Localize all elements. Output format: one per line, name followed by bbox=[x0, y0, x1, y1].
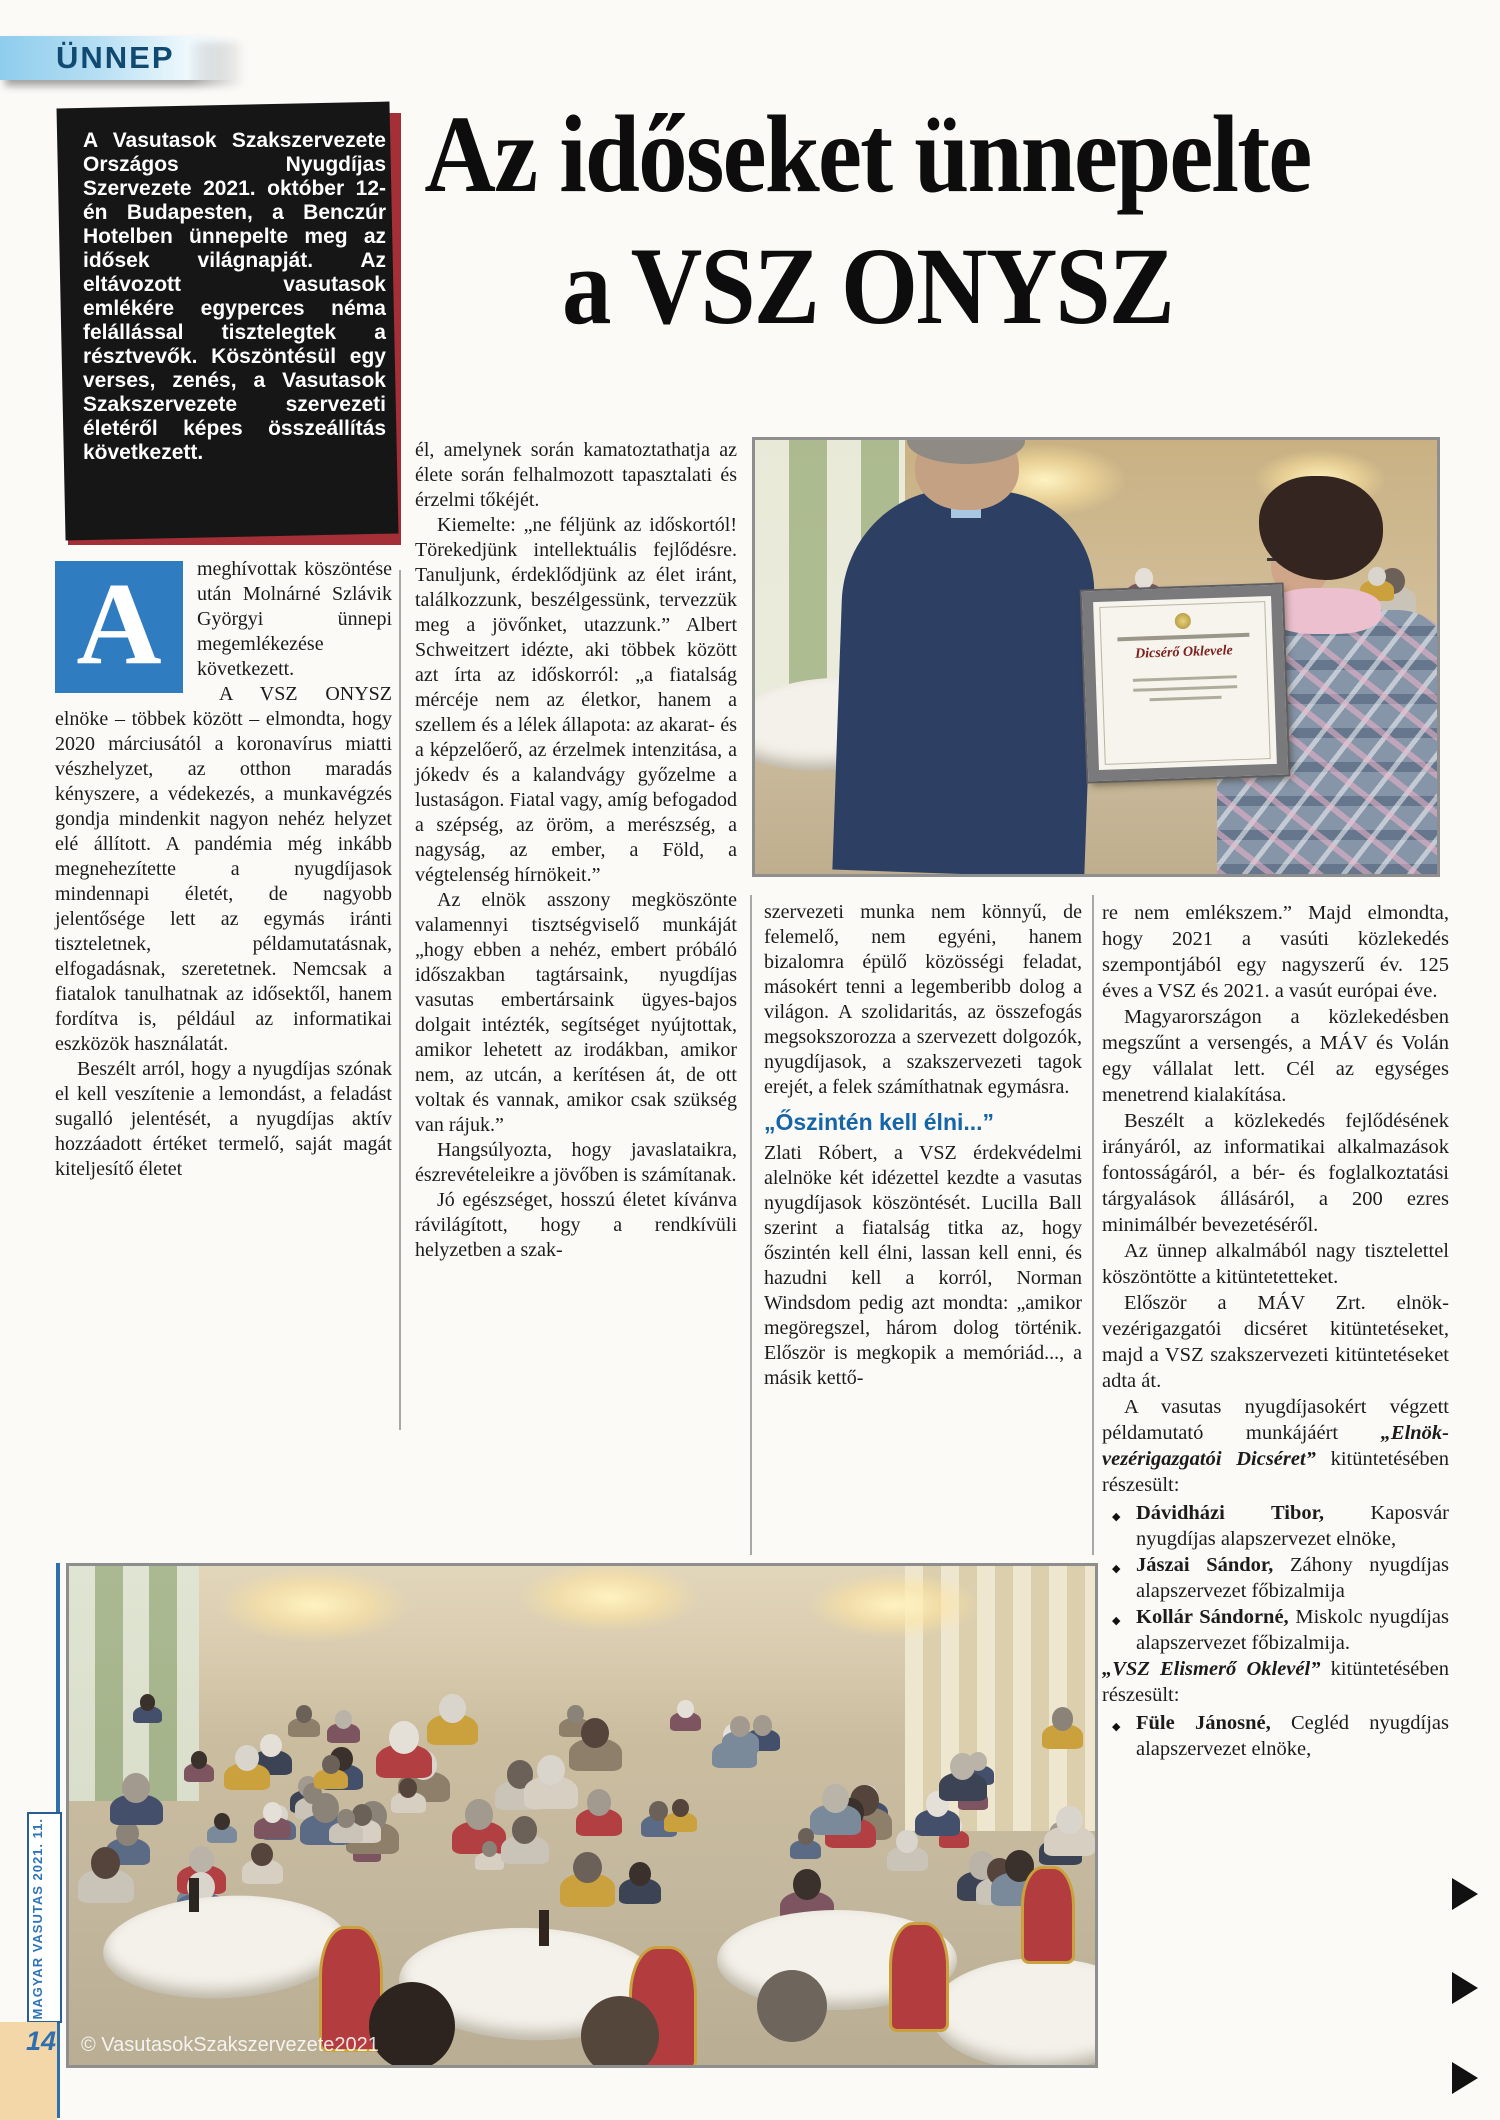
crowd-head bbox=[260, 1734, 282, 1757]
crowd-head bbox=[677, 1700, 693, 1718]
paragraph-text: meghívottak köszöntése után Molnárné Szlávik Györgyi ünnepi megemlékezése következett. bbox=[197, 558, 392, 680]
article-title bbox=[343, 88, 1392, 352]
recipient-name: Füle Jánosné, bbox=[1136, 1712, 1271, 1734]
paragraph: A VSZ ONYSZ elnöke – többek között – elmondta, hogy 2020 márciusától a koronavírus miatti vészhelyzet, az otthon maradás kényszere, a védekezés, a munkavégzés gondja mindenkit nagyon nehéz helyzet elé állított. A pandémia még inkább megnehezítette a nyugdíjasok mindennapi életét, de nagyobb jelentősége lett az egymás iránti tiszteletnek, példamutatásnak, elfogadásnak, szeretetnek. Nemcsak a fiatalok tanulhatnak az idősektől, hanem fordítva is, például az informatikai eszközök használatát. bbox=[55, 683, 392, 1055]
paragraph: Jó egészséget, hosszú életet kívánva rávilágított, hogy a rendkívüli helyzetben a szak- bbox=[415, 1189, 737, 1261]
certificate-text-line bbox=[1149, 696, 1221, 702]
paragraph: Beszélt arról, hogy a nyugdíjas szónak el kell veszítenie a lemondást, a feladást sugalló jelentését, a nyugdíjas aktív hozzáadott értéket termelő, saját magát kiteljesítő életet bbox=[55, 1058, 392, 1180]
crowd-head bbox=[235, 1745, 259, 1771]
pink-collar bbox=[1269, 588, 1381, 634]
award-recipient bbox=[1112, 1500, 1449, 1552]
award-recipient bbox=[1112, 1604, 1449, 1656]
award-name: „Elnök-vezérigazgatói Dicséret” bbox=[1102, 1422, 1449, 1470]
wine-bottle-icon bbox=[189, 1878, 199, 1912]
man-suit bbox=[832, 486, 1097, 877]
certificate-text-line bbox=[1133, 685, 1238, 692]
crowd-head bbox=[399, 1778, 417, 1798]
bullet-icon: ◆ bbox=[1112, 1563, 1121, 1575]
crowd-head bbox=[896, 1830, 918, 1853]
award-recipient bbox=[1112, 1552, 1449, 1604]
bullet-icon: ◆ bbox=[1112, 1511, 1121, 1523]
crowd-head bbox=[1052, 1707, 1074, 1730]
continuation-arrow-icon bbox=[1452, 1972, 1478, 2004]
award-outro: kitüntetésében részesült: bbox=[1102, 1448, 1450, 1496]
column-rule-2 bbox=[750, 895, 752, 1555]
award-paragraph bbox=[1102, 1656, 1449, 1708]
column-rule-1 bbox=[399, 570, 401, 1430]
paragraph: re nem emlékszem.” Majd elmondta, hogy 2021 a vasúti közlekedés szempontjából egy nagyszerű év. 125 éves a VSZ és 2021. a vasút európai éve. bbox=[1102, 902, 1449, 1002]
paragraph: Az elnök asszony megköszönte valamennyi tisztségviselő munkáját „hogy ebben a nehéz, embert próbáló időszakban tagtársaink, nyugdíjas vasutas embertársaink ügyes-bajos dolgait intézték, segítséget nyújtottak, amikor lehetett az irodákban, amikor nem, az utcán, a kerítésen át, de ott voltak és vannak, amikor csak szükség van rájuk.” bbox=[415, 889, 737, 1136]
section-banner bbox=[0, 36, 240, 80]
crowd-head bbox=[537, 1755, 565, 1786]
crowd-head bbox=[822, 1784, 849, 1813]
certificate-mat bbox=[1099, 601, 1270, 765]
paragraph: Beszélt a közlekedés fejlődésének irányáról, az informatikai alkalmazások fontosságáról, a bér- és foglalkoztatási tárgyalások állásáról, a 200 ezres minimálbér bevezetéséről. bbox=[1102, 1110, 1449, 1236]
crowd-head bbox=[753, 1715, 772, 1735]
bullet-icon: ◆ bbox=[1112, 1721, 1121, 1733]
body-column-2 bbox=[415, 438, 737, 1263]
body-column-4 bbox=[1102, 900, 1449, 1762]
body-column-1 bbox=[55, 557, 392, 1182]
crowd-head bbox=[439, 1694, 466, 1723]
wine-bottle-icon bbox=[539, 1910, 549, 1946]
award-recipient-list-1 bbox=[1102, 1500, 1449, 1656]
paragraph: él, amelynek során kamatoztathatja az élete során felhalmozott tapasztalati és érzelmi tőkéjét. bbox=[415, 439, 737, 511]
crowd-head bbox=[512, 1816, 537, 1843]
title-line-1: Az időseket ünnepelte bbox=[424, 93, 1311, 215]
crowd-head bbox=[629, 1862, 651, 1886]
foreground-head bbox=[581, 1996, 659, 2068]
crowd-head bbox=[482, 1841, 497, 1857]
red-chair bbox=[1021, 1866, 1075, 1964]
union-emblem-icon bbox=[1175, 613, 1192, 630]
red-chair bbox=[889, 1922, 949, 2032]
crowd-head bbox=[567, 1705, 584, 1723]
award-paragraph bbox=[1102, 1394, 1449, 1498]
crowd-head bbox=[214, 1813, 230, 1830]
section-kicker-label: ÜNNEP bbox=[56, 40, 175, 75]
edition-strip bbox=[27, 1812, 62, 2023]
paragraph: Először a MÁV Zrt. elnök-vezérigazgatói dicséret kitüntetéseket, majd a VSZ szakszervezeti kitüntetéseket adta át. bbox=[1102, 1292, 1449, 1392]
crowd-head bbox=[122, 1773, 150, 1803]
award-intro: A vasutas nyugdíjasokért végzett példamutató munkájáért bbox=[1102, 1396, 1449, 1444]
crowd-head bbox=[191, 1751, 207, 1768]
recipient-name: Jászai Sándor, bbox=[1136, 1554, 1274, 1576]
edition-label: MAGYAR VASUTAS 2021. 11. bbox=[30, 1818, 45, 2020]
page-number: 14 bbox=[26, 2026, 57, 2056]
paragraph: Zlati Róbert, a VSZ érdekvédelmi alelnöke két idézettel kezdte a vasutas nyugdíjasok köszöntését. Lucilla Ball szerint a fiatalság titka az, hogy őszintén kell élni, lassan kell enni, és hazudni kell a korról, Norman Windsdom pedig azt mondta: „amikor megöregszel, három dolog történik. Először is megkopik a memóriád..., a másik kettő- bbox=[764, 1142, 1082, 1389]
lead-box bbox=[68, 113, 401, 545]
lead-text: A Vasutasok Szakszervezete Országos Nyugdíjas Szervezete 2021. október 12-én Budapesten, a Benczúr Hotelben ünnepelte meg az idősek világnapját. Az eltávozott vasutasok emlékére egyperces néma felállással tisztelegtek a résztvevők. Köszöntésül egy verses, zenés, a Vasutasok Szakszervezete szervezeti életéről képes összeállítás következett. bbox=[83, 129, 386, 464]
crowd-head bbox=[1056, 1806, 1083, 1835]
crowd-head bbox=[581, 1718, 609, 1748]
paragraph bbox=[55, 557, 392, 689]
paragraph: szervezeti munka nem könnyű, de felemelő, nem egyéni, hanem bizalomra épülő közösségi feladat, másokért tenni a legemberibb dolog a világon. A szolidaritás, az összefogás megsokszorozza a szervezett dolgozók, nyugdíjasok, a szakszervezeti tagok erejét, a felek számíthatnak egymásra. bbox=[764, 901, 1082, 1098]
continuation-arrow-icon bbox=[1452, 1878, 1478, 1910]
award-outro: kitüntetésében részesült: bbox=[1102, 1658, 1450, 1706]
recipient-role: Kaposvár nyugdíjas alapszervezet elnöke, bbox=[1136, 1502, 1449, 1550]
recipient-name: Dávidházi Tibor, bbox=[1136, 1502, 1324, 1524]
certificate-title: Dicsérő Oklevele bbox=[1134, 643, 1233, 662]
award-certificate bbox=[1082, 585, 1289, 782]
paragraph: Hangsúlyozta, hogy javaslataikra, észrevételeikre a jövőben is számítanak. bbox=[415, 1139, 737, 1186]
photo-credit: © VasutasokSzakszervezete2021 bbox=[81, 2034, 379, 2056]
crowd-head bbox=[1135, 568, 1154, 588]
hall-photo bbox=[66, 1563, 1098, 2068]
subheading: „Őszintén kell élni...” bbox=[764, 1109, 995, 1135]
award-name: „VSZ Elismerő Oklevél” bbox=[1102, 1658, 1321, 1680]
crowd-head bbox=[312, 1793, 339, 1822]
certificate-text-line bbox=[1132, 675, 1237, 682]
ceremony-photo bbox=[752, 437, 1440, 877]
body-column-3 bbox=[764, 900, 1082, 1391]
foreground-head bbox=[757, 1970, 827, 2042]
continuation-arrow-icon bbox=[1452, 2062, 1478, 2094]
award-recipient-list-2 bbox=[1102, 1710, 1449, 1762]
crowd-head bbox=[587, 1789, 612, 1816]
crowd-head bbox=[263, 1802, 282, 1823]
title-line-2: a VSZ ONYSZ bbox=[561, 225, 1174, 347]
foreground-head bbox=[369, 1982, 455, 2068]
crowd-head bbox=[573, 1852, 602, 1883]
paragraph: Kiemelte: „ne féljünk az időskortól! Törekedjünk intellektuális fejlődésre. Tanuljunk, érdeklődjünk az élet iránt, találkozzunk, beszélgessünk, tervezzük meg a jövőnket, utazzunk.” Albert Schweitzert idézte, aki többek között azt írta az időskorról: „a fiatalság mércéje nem az életkor, hanem a szellem és a lélek állapota: az akarat- és a képzelőerő, az érzelmek intenzitása, a jókedv és a kalandvágy győzelme a lustaságon. Fiatal vagy, amíg befogadod a szépség, az öröm, a merészség, a nagyság, az ember, a Föld, a végtelenség hírnökeit.” bbox=[415, 514, 737, 886]
bullet-icon: ◆ bbox=[1112, 1615, 1121, 1627]
certificate-header-line bbox=[1118, 633, 1249, 642]
crowd-head bbox=[389, 1721, 419, 1753]
award-recipient bbox=[1112, 1710, 1449, 1762]
drop-cap: A bbox=[55, 561, 183, 693]
crowd-head bbox=[335, 1710, 352, 1728]
paragraph: Magyarországon a közlekedésben megszűnt a versengés, a MÁV és Volán egy vállalat lett. Cél az egységes menetrend kialakítása. bbox=[1102, 1006, 1449, 1106]
recipient-role: Cegléd nyugdíjas alapszervezet elnöke, bbox=[1136, 1712, 1449, 1760]
crowd-head bbox=[91, 1847, 120, 1879]
crowd-head bbox=[140, 1694, 155, 1711]
recipient-role: Miskolc nyugdíjas alapszervezet főbizalmija. bbox=[1136, 1606, 1449, 1654]
recipient-name: Kollár Sándorné, bbox=[1136, 1606, 1289, 1628]
column-rule-3 bbox=[1092, 895, 1094, 1555]
recipient-role: Záhony nyugdíjas alapszervezet főbizalmija bbox=[1136, 1554, 1449, 1602]
paragraph: Az ünnep alkalmából nagy tisztelettel köszöntötte a kitüntetetteket. bbox=[1102, 1240, 1449, 1288]
